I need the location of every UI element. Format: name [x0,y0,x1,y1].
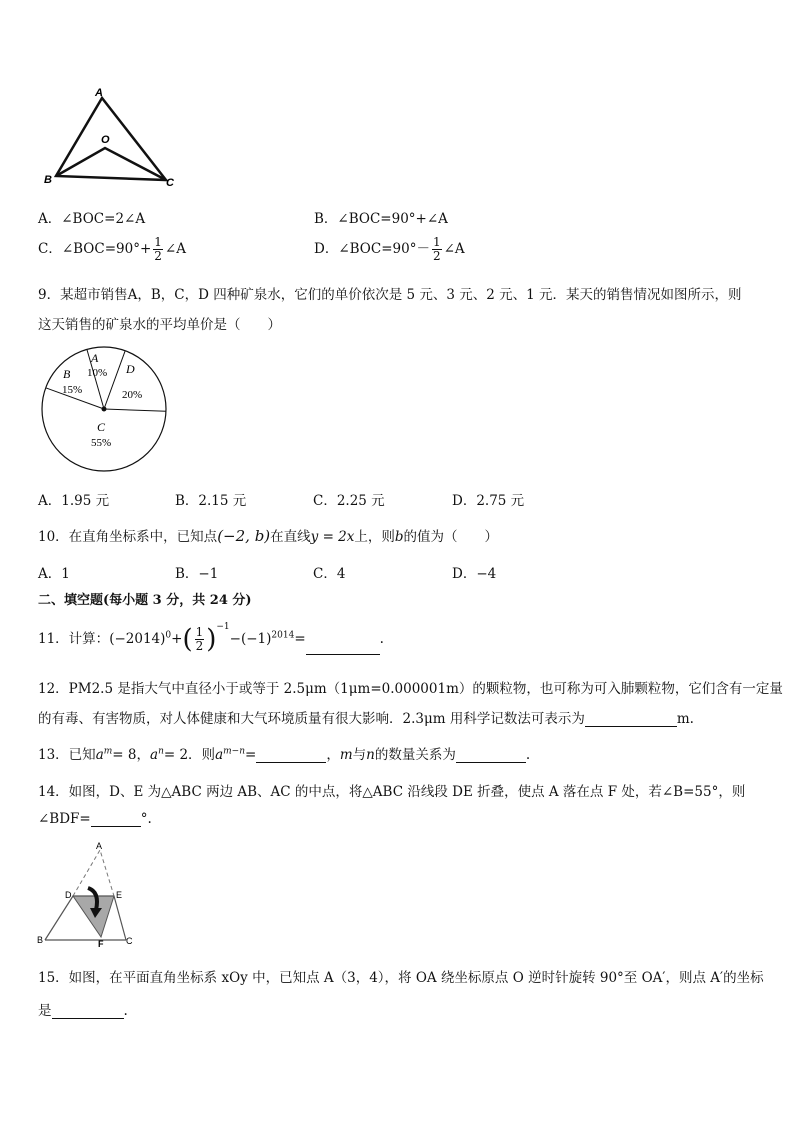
pie-label-a: A [91,351,99,365]
q13-answer-blank-1[interactable] [256,748,326,763]
q9-option-d: D．2.75 元 [452,493,525,509]
q11-term1: (−2014) [109,631,166,647]
q11-answer-blank[interactable] [306,640,380,655]
q8-d-pre: D．∠BOC=90°－ [314,241,430,257]
q11-fraction: $\frac{1}{2}$ [195,625,204,653]
fig-label-b: B [37,935,44,945]
side-ab [45,896,73,940]
pie-pct-c: 55% [91,437,112,449]
pie-pct-d: 20% [122,389,143,401]
pie-pct-b: 15% [62,384,83,396]
q8-option-a: A．∠BOC=2∠A [38,211,146,227]
section-2-title: 二、填空题(每小题 3 分，共 24 分) [38,593,252,608]
q8-option-d [314,236,465,263]
q10-option-a: A．1 [38,566,70,582]
q9-option-a: A．1.95 元 [38,493,110,509]
q10-option-b: B．−1 [175,566,219,582]
triangle-figure [36,86,186,191]
q12-line1: 12．PM2.5 是指大气中直径小于或等于 2.5μm（1μm=0.000001m）的颗粒物，也可称为可入肺颗粒物，它们含有一定量 [38,681,783,697]
pie-label-b: B [63,367,71,381]
q14-line2: ∠BDF= °. [38,811,152,827]
q8-d-half: $\frac{1}{2}$ [432,235,441,263]
angle-boc-lines [56,148,166,180]
pie-center-dot [102,407,107,412]
side-ac [114,896,126,940]
q8-c-half: $\frac{1}{2}$ [154,235,162,263]
q12-answer-blank[interactable] [585,712,677,727]
fig-label-d: D [65,890,72,900]
q15-line1: 15．如图，在平面直角坐标系 xOy 中，已知点 A（3，4），将 OA 绕坐标原点 O 逆时针旋转 90°至 OA′，则点 A′的坐标 [38,970,764,986]
label-b: B [44,174,52,186]
q14-answer-blank[interactable] [91,812,141,827]
label-c: C [166,177,174,189]
pie-pct-a: 10% [87,367,108,379]
q9-line1: 9．某超市销售A，B，C，D 四种矿泉水，它们的单价依次是 5 元、3 元、2 元、1 元．某天的销售情况如图所示，则 [38,287,742,303]
q10-option-d: D．−4 [452,566,497,582]
q12-line2: 的有毒、有害物质，对人体健康和大气环境质量有很大影响．2.3μm 用科学记数法可表示为 m. [38,711,694,727]
q8-c-pre: C．∠BOC=90°+ [38,241,152,257]
fig-label-e: E [116,890,123,900]
q10-stem: 10．在直角坐标系中，已知点(−2, b)在直线y = 2x上，则b的值为（ ） [38,527,499,545]
pie-chart [40,345,170,475]
q9-option-c: C．2.25 元 [313,493,385,509]
fold-figure [36,840,142,948]
fig-label-c: C [126,936,133,946]
q10-option-c: C．4 [313,566,346,582]
pie-label-d: D [126,362,135,376]
fig-label-f: F [98,939,104,948]
q13-answer-blank-2[interactable] [456,748,526,763]
fig-label-a: A [96,841,103,851]
label-o: O [101,134,110,146]
label-a: A [95,87,103,99]
q10-point: (−2, b) [217,527,271,545]
q9-option-b: B．2.15 元 [175,493,247,509]
q15-answer-blank[interactable] [52,1004,124,1019]
q8-d-post: ∠A [443,241,465,257]
q8-option-b: B．∠BOC=90°+∠A [314,211,448,227]
q13-stem: 13．已知$a^m= 8$，$a^n= 2$．则$a^{m-n}=$ ，m与n的数量关系为 . [38,746,531,763]
q15-line2: 是 . [38,1003,128,1019]
q8-c-post: ∠A [164,241,186,257]
q10-line: y = 2x [310,529,355,545]
q11-stem: 11．计算：$(-2014)^0+$( $\frac{1}{2}$ )$^{-1}-(-1)^{2014}=$ . [38,622,384,655]
folded-triangle-def [73,896,114,937]
q14-line1: 14．如图，D、E 为△ABC 两边 AB、AC 的中点，将△ABC 沿线段 DE 折叠，使点 A 落在点 F 处，若∠B=55°，则 [38,784,746,800]
q9-line2: 这天销售的矿泉水的平均单价是（ ） [38,317,281,333]
q8-option-c [38,236,186,263]
pie-label-c: C [97,420,106,434]
